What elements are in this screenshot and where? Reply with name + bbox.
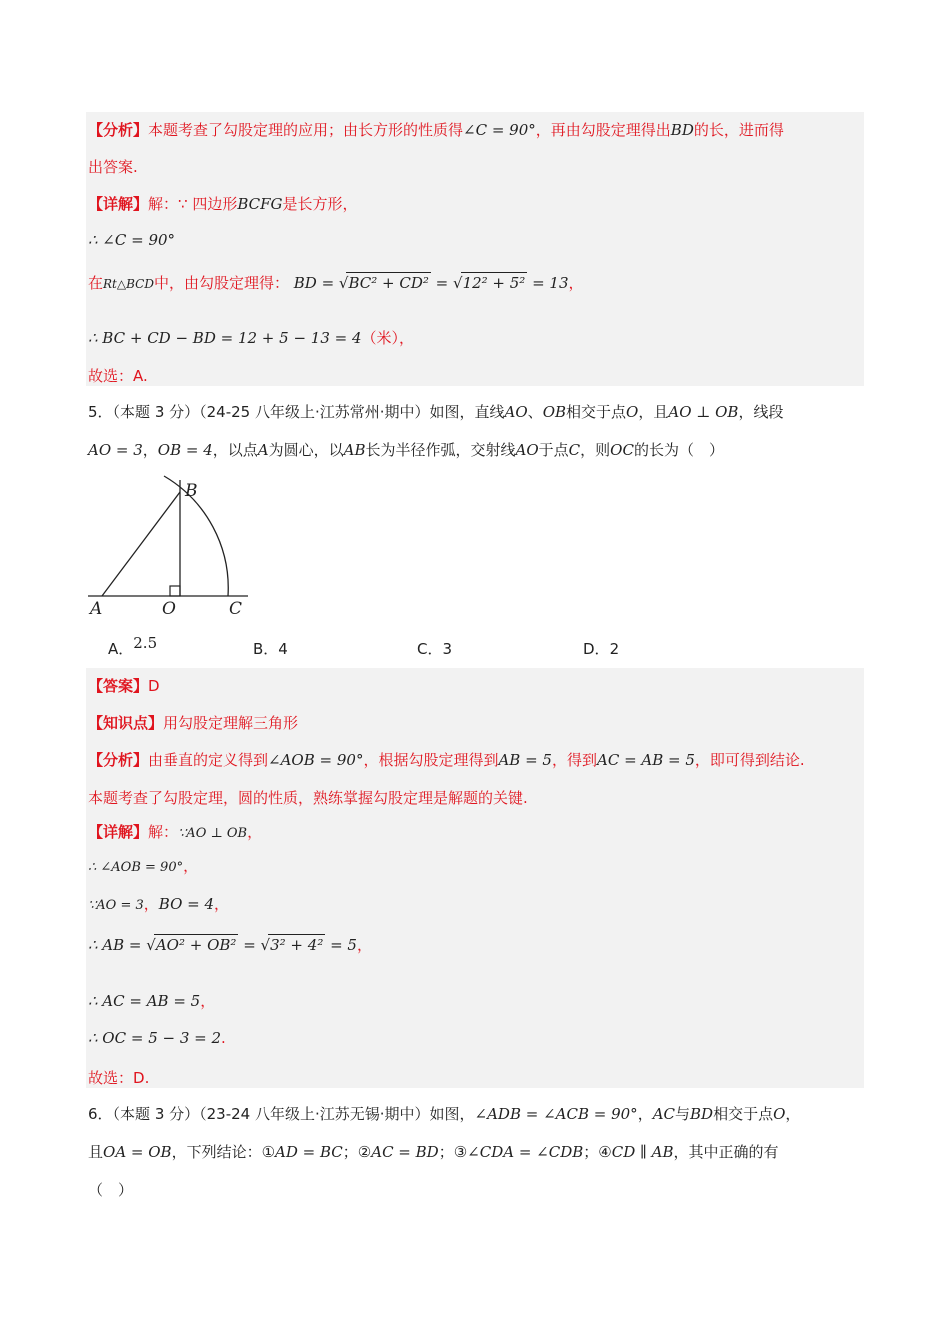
pythagoras-line: 在Rt△BCD中，由勾股定理得： BD = √BC² + CD² = √12² + 5² = 13， — [88, 274, 584, 292]
step-angle: ∴ ∠AOB = 90°， — [88, 857, 199, 875]
option-a[interactable]: A．2.5 — [108, 634, 158, 658]
detail2-line: 【详解】解：∵AO ⊥ OB， — [88, 823, 263, 841]
right-angle-mark — [170, 586, 180, 596]
segment-ab — [102, 492, 180, 596]
detail-line-1: 【详解】解：∵ 四边形BCFG是长方形， — [88, 195, 358, 213]
geometry-figure — [86, 472, 256, 622]
question-6-line-1: 6．（本题 3 分）（23-24 八年级上·江苏无锡·期中）如图，∠ADB = ∠ACB = 90°，AC与BD相交于点O， — [88, 1105, 801, 1123]
option-b[interactable]: B．4 — [253, 640, 288, 658]
answer-line: 【答案】D — [88, 677, 160, 695]
knowledge-line: 【知识点】用勾股定理解三角形 — [88, 714, 299, 732]
analysis2-line: 【分析】由垂直的定义得到∠AOB = 90°，根据勾股定理得到AB = 5，得到AC = AB = 5，即可得到结论. — [88, 751, 805, 769]
sum-line: ∴ BC + CD − BD = 12 + 5 − 13 = 4（米）， — [88, 329, 415, 347]
question-6-line-2: 且OA = OB，下列结论：①AD = BC；②AC = BD；③∠CDA = ∠CDB；④CD ∥ AB，其中正确的有 — [88, 1143, 779, 1161]
label-a: A — [90, 599, 103, 619]
step-ab: ∴ AB = √AO² + OB² = √3² + 4² = 5， — [88, 936, 372, 954]
label-o: O — [162, 599, 176, 619]
question-5-line-2: AO = 3，OB = 4，以点A为圆心，以AB长为半径作弧，交射线AO于点C，则OC的长为（ ） — [88, 441, 724, 459]
option-c[interactable]: C．3 — [417, 640, 453, 658]
choice-line-2: 故选：D. — [88, 1069, 150, 1087]
label-b: B — [185, 481, 198, 501]
analysis-line-2: 出答案. — [88, 158, 138, 176]
angle-line: ∴ ∠C = 90° — [88, 231, 176, 249]
question-6-line-3: （ ） — [88, 1181, 134, 1199]
step-ac: ∴ AC = AB = 5， — [88, 992, 216, 1010]
analysis-line-1: 【分析】本题考查了勾股定理的应用；由长方形的性质得∠C = 90°，再由勾股定理得出BD的长，进而得 — [88, 121, 784, 139]
summary-line: 本题考查了勾股定理，圆的性质，熟练掌握勾股定理是解题的关键. — [88, 789, 528, 807]
option-d[interactable]: D．2 — [583, 640, 620, 658]
step-oc: ∴ OC = 5 − 3 = 2. — [88, 1029, 226, 1047]
question-5-line-1: 5．（本题 3 分）（24-25 八年级上·江苏常州·期中）如图，直线AO、OB相交于点O，且AO ⊥ OB，线段 — [88, 403, 784, 421]
step-lengths: ∵AO = 3，BO = 4， — [88, 895, 230, 913]
choice-line-1: 故选：A. — [88, 367, 148, 385]
label-c: C — [229, 599, 243, 619]
